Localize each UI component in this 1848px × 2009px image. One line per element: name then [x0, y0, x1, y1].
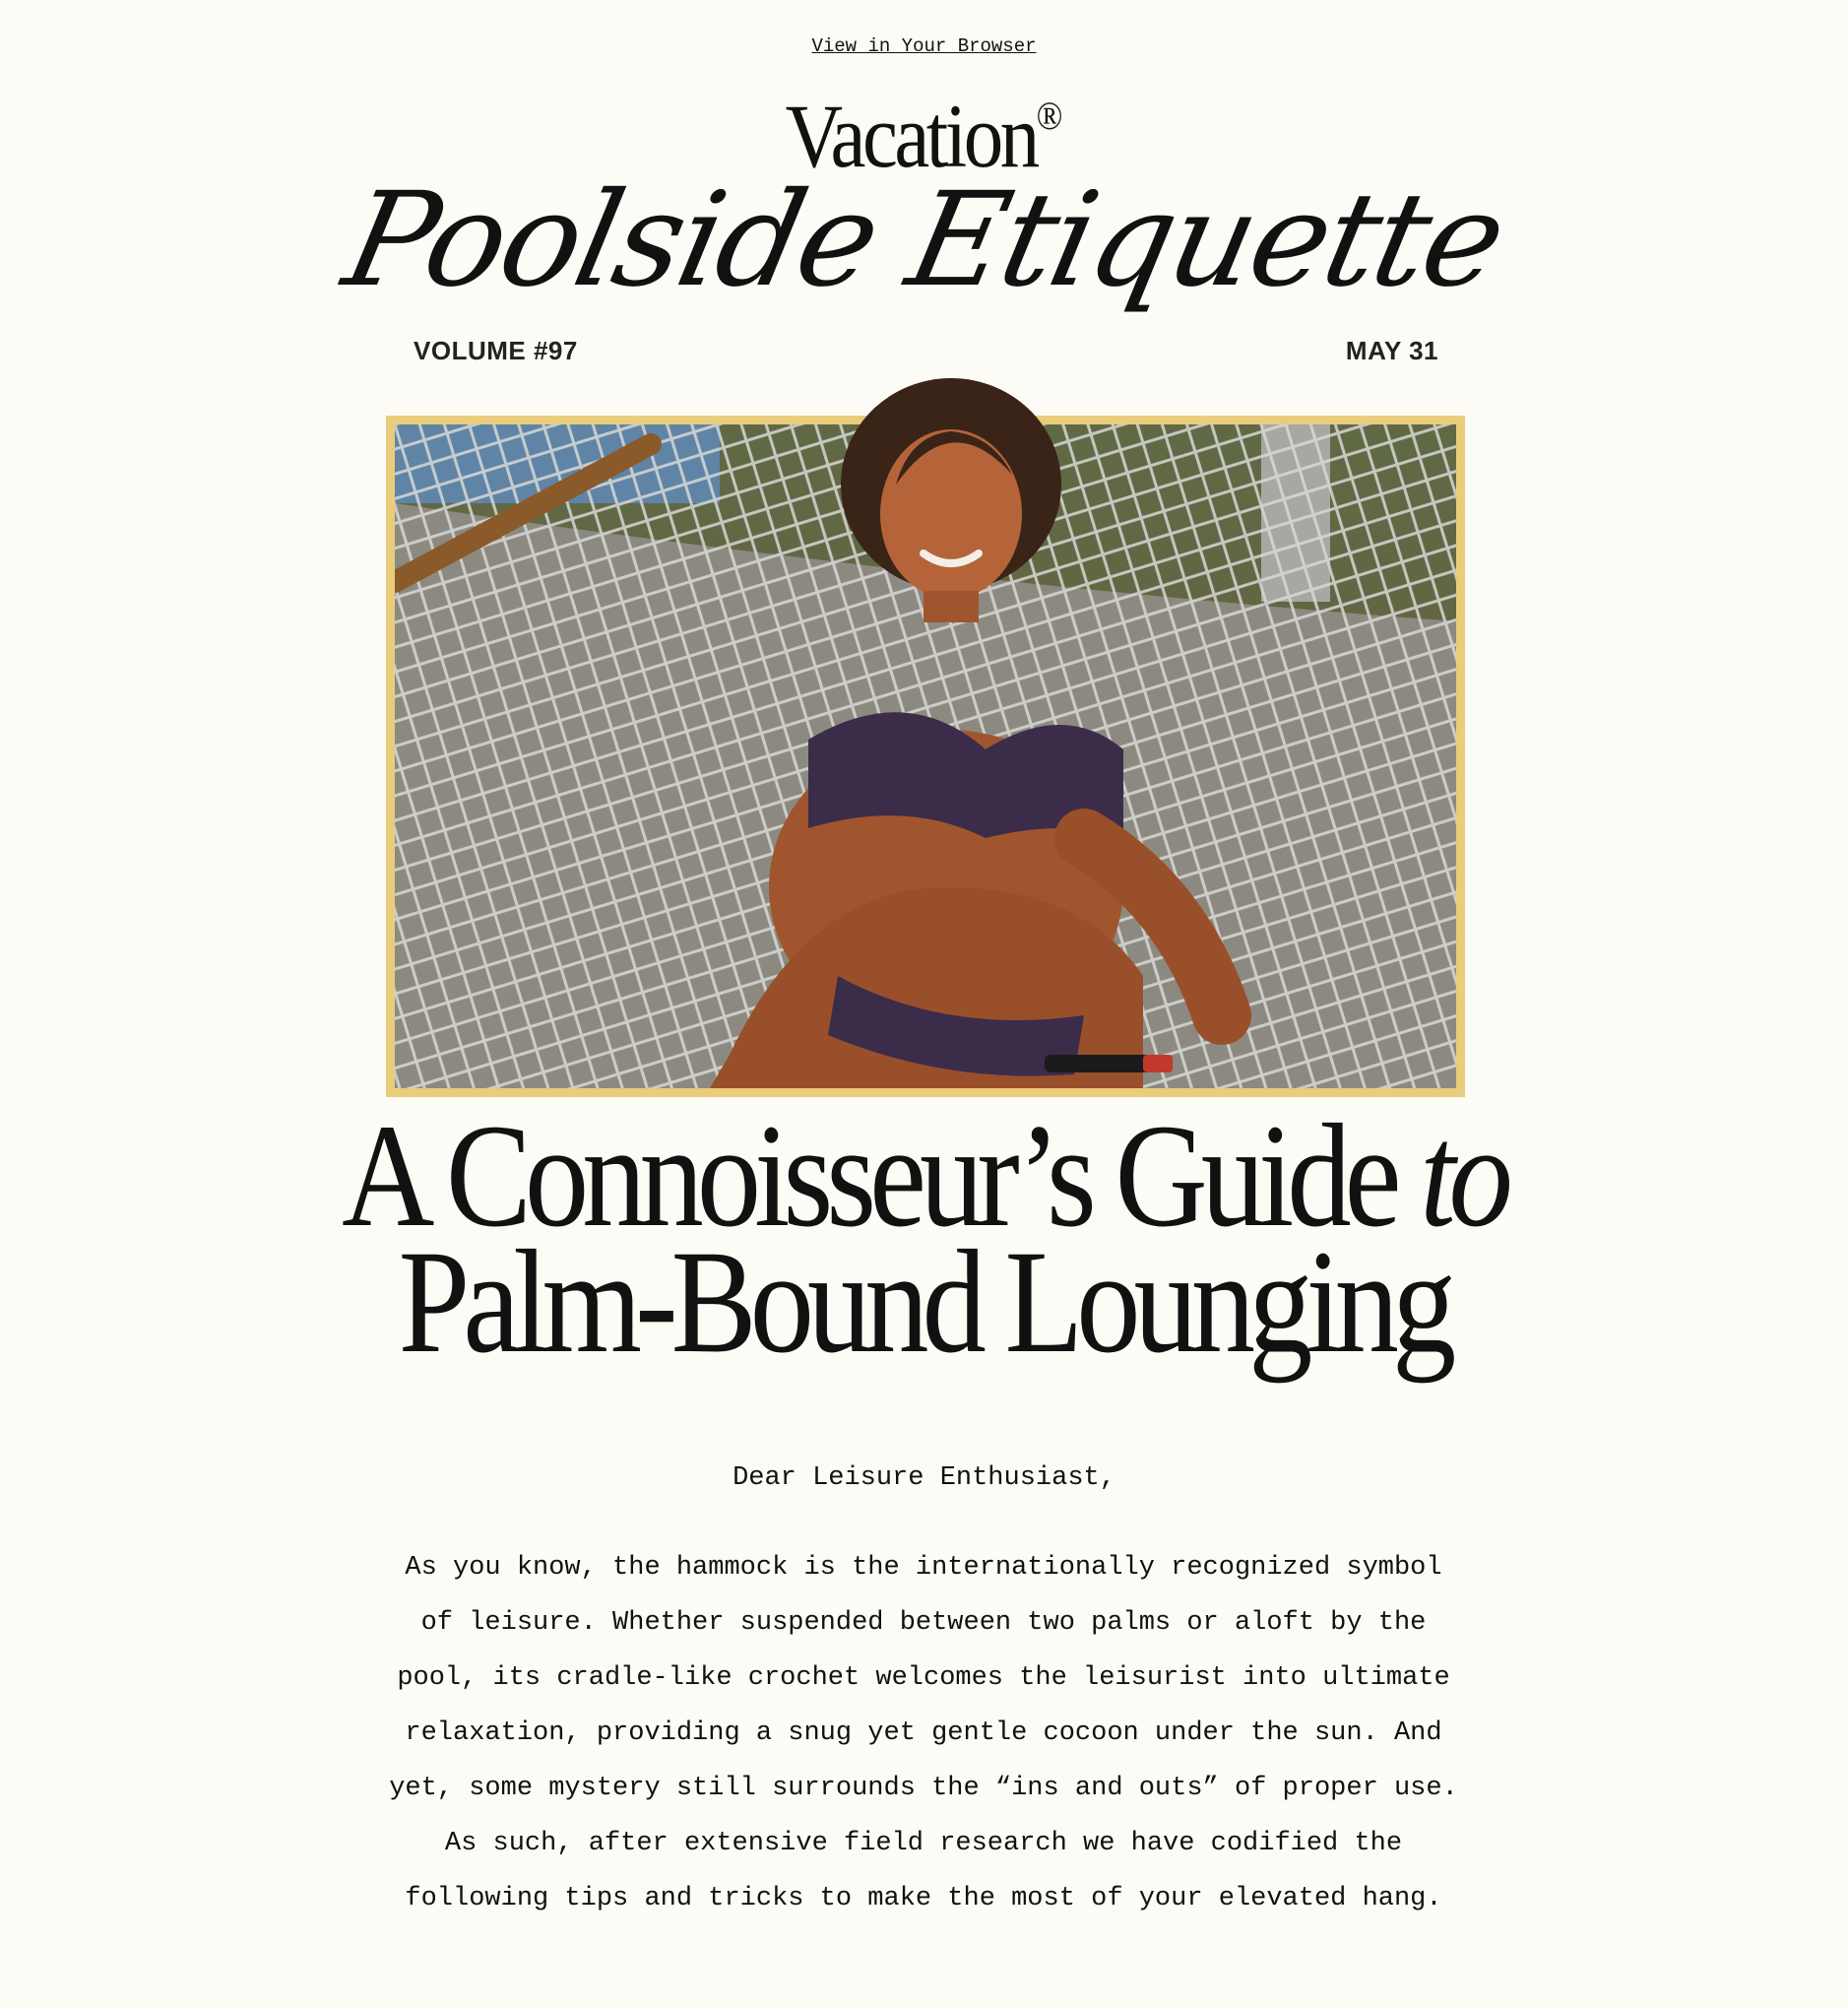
intro-paragraph: As you know, the hammock is the internationally recognized symbol of leisure. Whether suspended between two palms or aloft by the pool, its cradle-like crochet welcomes the leisurist into ultimate relaxation, providing a snug yet gentle cocoon under the sun. And yet, some mystery still surrounds the “ins and outs” of proper use. As such, after extensive field research we have codified the following tips and tricks to make the most of your elevated hang.: [389, 1553, 1458, 1913]
headline-italic-word: to: [1420, 1094, 1506, 1258]
salutation: Dear Leisure Enthusiast,: [733, 1463, 1115, 1493]
portrait-head: [825, 366, 1071, 622]
brand-name: Vacation: [785, 86, 1037, 186]
headline-line-1-text: A Connoisseur’s Guide: [342, 1094, 1395, 1258]
issue-date: MAY 31: [1345, 336, 1438, 365]
headline-line-2: Palm-Bound Lounging: [398, 1220, 1450, 1384]
article-headline: [120, 1094, 1728, 1384]
newsletter-title: Poolside Etiquette: [332, 164, 1516, 316]
view-in-browser-link[interactable]: View in Your Browser: [811, 35, 1037, 57]
registered-mark: ®: [1036, 94, 1063, 138]
volume-label: VOLUME #97: [414, 336, 578, 365]
